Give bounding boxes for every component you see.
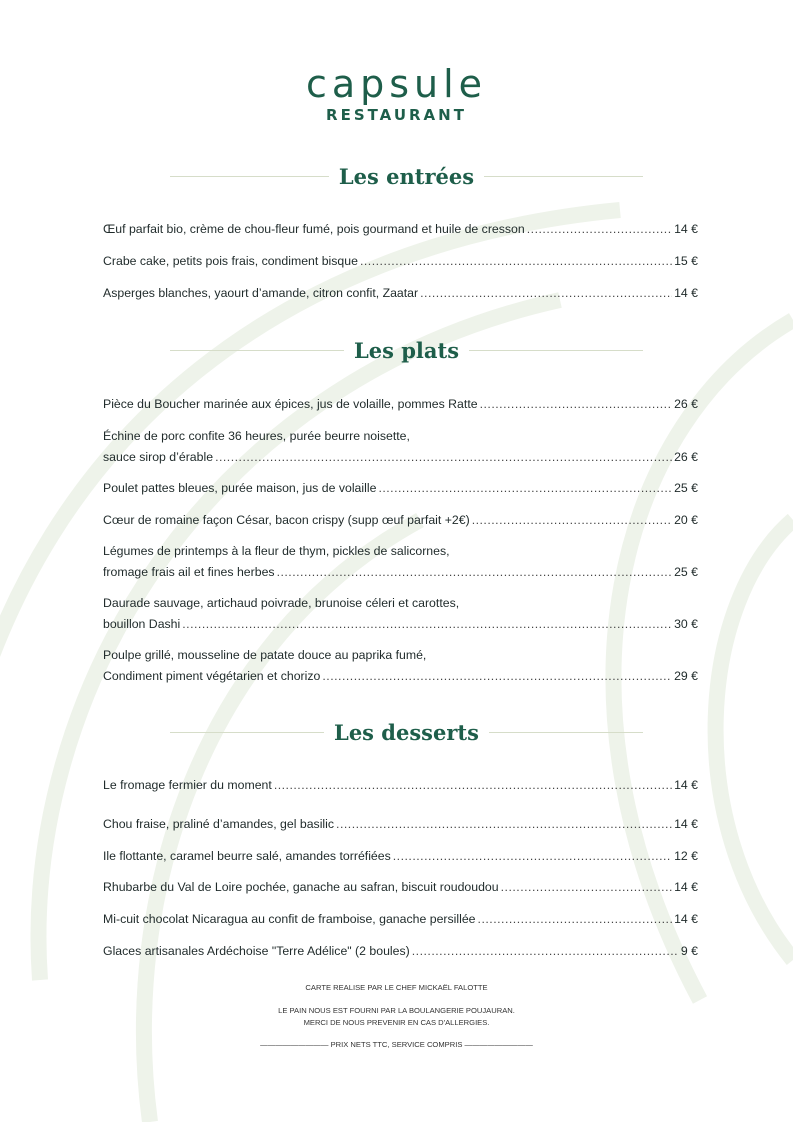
dish-price: 14 €	[674, 778, 698, 792]
menu-item	[103, 815, 698, 833]
section-heading: Les desserts	[334, 719, 479, 745]
dish-price: 26 €	[674, 450, 698, 464]
dish-name: fromage frais ail et fines herbes	[103, 565, 275, 579]
menu-item	[103, 942, 698, 960]
menu-item	[103, 594, 698, 633]
dish-name: Crabe cake, petits pois frais, condiment bisque	[103, 254, 358, 268]
dish-price: 29 €	[674, 669, 698, 683]
dish-price: 9 €	[680, 944, 698, 958]
dish-price: 14 €	[674, 880, 698, 894]
menu-item	[103, 427, 698, 466]
footer-chef-credit: CARTE REALISE PAR LE CHEF MICKAËL FALOTTE	[305, 983, 488, 992]
dish-price: 15 €	[674, 254, 698, 268]
dish-name: Condiment piment végétarien et chorizo	[103, 669, 321, 683]
restaurant-logo	[0, 64, 793, 124]
dish-price: 25 €	[674, 481, 698, 495]
dish-price: 26 €	[674, 397, 698, 411]
dish-price: 14 €	[674, 912, 698, 926]
dish-price: 12 €	[674, 849, 698, 863]
divider	[170, 732, 324, 733]
dish-name: Ile flottante, caramel beurre salé, amandes torréfiées	[103, 849, 391, 863]
footer-allergy-note: MERCI DE NOUS PREVENIR EN CAS D'ALLERGIES.	[303, 1018, 490, 1027]
leader-dots	[501, 878, 672, 896]
dish-name: Poulet pattes bleues, purée maison, jus de volaille	[103, 481, 377, 495]
leader-dots	[480, 395, 672, 413]
dish-name: Rhubarbe du Val de Loire pochée, ganache au safran, biscuit roudoudou	[103, 880, 499, 894]
leader-dots	[478, 910, 673, 928]
section-title-plats	[170, 335, 643, 365]
leader-dots	[420, 284, 672, 302]
menu-item	[103, 910, 698, 928]
dish-name: sauce sirop d’érable	[103, 450, 214, 464]
divider	[489, 732, 643, 733]
divider	[170, 176, 329, 177]
menu-item	[103, 878, 698, 896]
logo-wordmark: capsule	[305, 62, 488, 106]
menu-item	[103, 511, 698, 529]
leader-dots	[336, 815, 672, 833]
dish-price: 20 €	[674, 513, 698, 527]
leader-dots	[412, 942, 679, 960]
dish-description-line: Daurade sauvage, artichaud poivrade, brunoise céleri et carottes,	[103, 596, 460, 610]
dish-name: Asperges blanches, yaourt d’amande, citron confit, Zaatar	[103, 286, 419, 300]
dish-description-line: Poulpe grillé, mousseline de patate douce au paprika fumé,	[103, 648, 427, 662]
leader-dots	[182, 615, 672, 633]
menu-item	[103, 479, 698, 497]
leader-dots	[215, 448, 672, 466]
menu-item	[103, 542, 698, 581]
menu-item	[103, 646, 698, 685]
leader-dots	[472, 511, 672, 529]
divider	[469, 350, 643, 351]
dish-name: Œuf parfait bio, crème de chou-fleur fumé, pois gourmand et huile de cresson	[103, 222, 525, 236]
dish-name: Glaces artisanales Ardéchoise "Terre Adélice" (2 boules)	[103, 944, 410, 958]
dish-name: Cœur de romaine façon César, bacon crispy (supp œuf parfait +2€)	[103, 513, 470, 527]
menu-item	[103, 847, 698, 865]
dish-name: Le fromage fermier du moment	[103, 778, 272, 792]
dish-name: bouillon Dashi	[103, 617, 181, 631]
divider	[484, 176, 643, 177]
section-heading: Les entrées	[338, 163, 475, 189]
dish-name: Chou fraise, praliné d’amandes, gel basilic	[103, 817, 335, 831]
dish-price: 25 €	[674, 565, 698, 579]
menu-item	[103, 776, 698, 794]
leader-dots	[274, 776, 672, 794]
divider	[170, 350, 344, 351]
menu-item	[103, 395, 698, 413]
logo-subtitle: RESTAURANT	[326, 106, 467, 124]
section-heading: Les plats	[353, 337, 460, 363]
footer-bread-note: LE PAIN NOUS EST FOURNI PAR LA BOULANGERIE POUJAURAN.	[278, 1006, 515, 1015]
section-title-entrees	[170, 161, 643, 191]
footer-price-note: ————————— PRIX NETS TTC, SERVICE COMPRIS —————————	[260, 1040, 533, 1049]
menu-item	[103, 252, 698, 270]
leader-dots	[393, 847, 672, 865]
dish-name: Mi-cuit chocolat Nicaragua au confit de framboise, ganache persillée	[103, 912, 476, 926]
menu-item	[103, 284, 698, 302]
section-title-desserts	[170, 717, 643, 747]
leader-dots	[360, 252, 672, 270]
menu-item	[103, 220, 698, 238]
dish-price: 14 €	[674, 286, 698, 300]
dish-description-line: Échine de porc confite 36 heures, purée beurre noisette,	[103, 429, 410, 443]
leader-dots	[527, 220, 672, 238]
dish-price: 30 €	[674, 617, 698, 631]
dish-name: Pièce du Boucher marinée aux épices, jus de volaille, pommes Ratte	[103, 397, 478, 411]
dish-description-line: Légumes de printemps à la fleur de thym, pickles de salicornes,	[103, 544, 450, 558]
dish-price: 14 €	[674, 222, 698, 236]
leader-dots	[378, 479, 672, 497]
leader-dots	[277, 563, 673, 581]
dish-price: 14 €	[674, 817, 698, 831]
leader-dots	[322, 667, 672, 685]
